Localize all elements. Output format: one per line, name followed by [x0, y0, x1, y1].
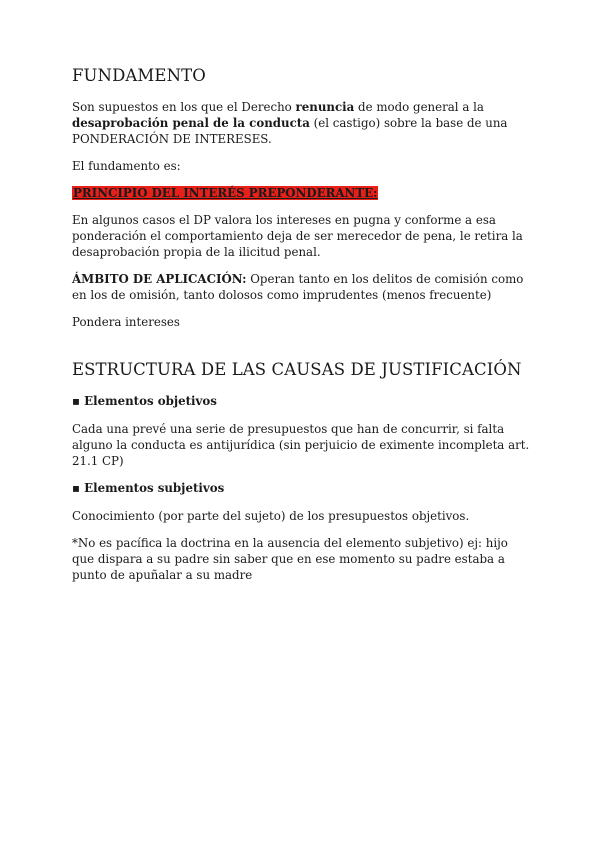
ambito-label: ÁMBITO DE APLICACIÓN:: [72, 272, 247, 286]
document-content: [72, 66, 532, 594]
section-title-estructura: ESTRUCTURA DE LAS CAUSAS DE JUSTIFICACIÓN: [72, 360, 522, 379]
subheading-elementos-objetivos: ▪ Elementos objetivos: [72, 394, 217, 408]
section-title-fundamento: FUNDAMENTO: [72, 66, 206, 85]
paragraph-definition: [72, 99, 532, 147]
definition-bold-desaprobacion: desaprobación penal de la conducta: [72, 116, 310, 130]
paragraph-ponderacion: En algunos casos el DP valora los intereses en pugna y conforme a esa ponderación el comportamiento deja de ser merecedor de pena, le retira la desaprobación propia de la ilicitud penal.: [72, 213, 523, 259]
paragraph-pondera: Pondera intereses: [72, 315, 180, 329]
subheading-elementos-subjetivos: ▪ Elementos subjetivos: [72, 481, 225, 495]
highlighted-principle: PRINCIPIO DEL INTERÉS PREPONDERANTE:: [73, 186, 378, 200]
ambito-text: Operan tanto en los delitos de comisión como en los de omisión, tanto dolosos como imprudentes (menos frecuente): [72, 272, 524, 302]
definition-bold-renuncia: renuncia: [295, 100, 355, 114]
paragraph-nota: *No es pacífica la doctrina en la ausencia del elemento subjetivo) ej: hijo que dispara a su padre sin saber que en ese momento su padre estaba a punto de apuñalar a su madre: [72, 536, 508, 582]
paragraph-fundamento-intro: El fundamento es:: [72, 159, 181, 173]
definition-text-2: de modo general a la: [354, 100, 484, 114]
paragraph-ambito: [72, 271, 532, 303]
paragraph-conocimiento: Conocimiento (por parte del sujeto) de los presupuestos objetivos.: [72, 509, 470, 523]
definition-text-1: Son supuestos en los que el Derecho: [72, 100, 296, 114]
section-estructura: [72, 360, 532, 583]
paragraph-objetivos: Cada una prevé una serie de presupuestos que han de concurrir, si falta alguno la conducta es antijurídica (sin perjuicio de eximente incompleta art. 21.1 CP): [72, 422, 530, 468]
paragraph-principio: [72, 185, 532, 201]
definition-text-3: (el castigo) sobre la base de una PONDERACIÓN DE INTERESES.: [72, 116, 508, 146]
